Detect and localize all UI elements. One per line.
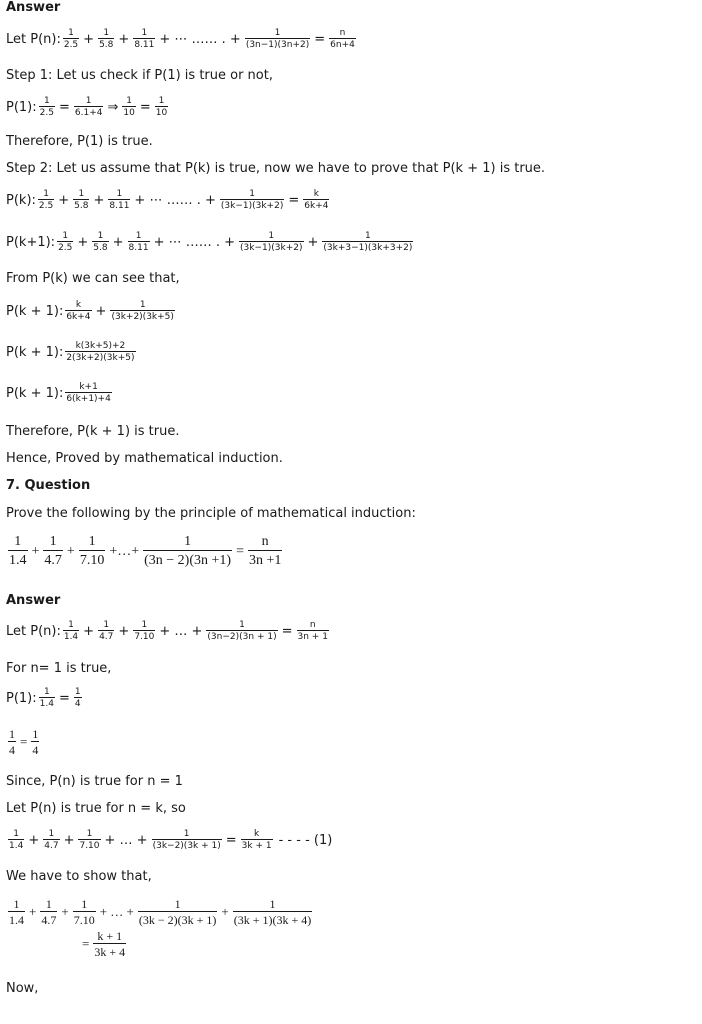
equation-quarter: $\frac{1}{4}$ = $\frac{1}{4}$ xyxy=(9,727,39,757)
equation-step-b: P(k + 1): k(3k+5)+2 2(3k+2)(3k+5) xyxy=(6,341,135,363)
since-text: Since, P(n) is true for n = 1 xyxy=(6,774,183,789)
fraction: $\frac{1}{(3k-1)(3k+2)}$ xyxy=(240,231,303,253)
fraction: $\frac{1}{(3k-1)(3k+2)}$ xyxy=(220,189,284,211)
equation-tag: - - - - (1) xyxy=(278,832,333,848)
fraction: $\frac{1}{4}$ xyxy=(74,687,81,709)
fraction: $\frac{k}{6k+4}$ xyxy=(304,189,329,211)
fraction: $\frac{1}{2.5}$ xyxy=(39,96,54,118)
fraction: $\frac{1}{4.7}$ xyxy=(41,897,57,927)
fraction: $\frac{1}{(3k - 2)(3k + 1)}$ xyxy=(138,897,217,927)
equation-pk1: P(k+1): 1 2.5 + $\frac{1}{5.8}$ + $\frac{1}{8.11}$ + ⋯ …… . + $\frac{1}{(3k-1)(3k+2)}$ + $\frac{1}{(3k+3-1)(3k+3+2)}$ xyxy=(6,231,413,253)
step-1-text: Step 1: Let us check if P(1) is true or not, xyxy=(6,68,273,83)
equation-1: 1 1.4 + $\frac{1}{4.7}$ + $\frac{1}{7.10}$ + … + $\frac{1}{(3k-2)(3k + 1)}$ = $\frac{k}{3k + 1}$ - - - - (1) xyxy=(9,829,333,851)
fraction: $\frac{1}{(3n-1)(3n+2)}$ xyxy=(245,28,310,50)
equation-to-show: 1 1.4 + $\frac{1}{4.7}$ + $\frac{1}{7.10}$ + … + $\frac{1}{(3k - 2)(3k + 1)}$ + $\frac{1}{(3k + 1)(3k + 4)}$ = $\frac{k + 1}{3k + 4}$ xyxy=(9,897,312,959)
fraction: $\frac{1}{(3k+3-1)(3k+3+2)}$ xyxy=(323,231,413,253)
fraction: $\frac{k + 1}{3k + 4}$ xyxy=(94,929,126,959)
fraction: $\frac{1}{(3n - 2)(3n +1)}$ xyxy=(144,534,232,568)
fraction: $\frac{1}{(3n-2)(3n + 1)}$ xyxy=(207,620,277,642)
equation-pk: P(k): 1 2.5 + $\frac{1}{5.8}$ + $\frac{1}{8.11}$ + ⋯ …… . + $\frac{1}{(3k-1)(3k+2)}$ = $\frac{k}{6k+4}$ xyxy=(6,189,329,211)
show-text: We have to show that, xyxy=(6,869,152,884)
fraction: $\frac{1}{4}$ xyxy=(32,727,39,757)
fraction: $\frac{1}{5.8}$ xyxy=(74,189,89,211)
fraction: $\frac{1}{7.10}$ xyxy=(79,534,105,568)
fraction: 1 2.5 xyxy=(63,28,79,50)
answer-heading: Answer xyxy=(6,0,61,15)
fraction: $\frac{1}{7.10}$ xyxy=(134,620,155,642)
fraction: $\frac{1}{7.10}$ xyxy=(73,897,95,927)
fraction: $\frac{1}{(3k + 1)(3k + 4)}$ xyxy=(233,897,312,927)
fraction: $\frac{1}{4.7}$ xyxy=(99,620,114,642)
fraction: $\frac{1}{4}$ xyxy=(9,727,15,757)
fraction: $\frac{1}{8.11}$ xyxy=(128,231,149,253)
fraction: $\frac{1}{1.4}$ xyxy=(39,687,54,709)
fraction: $\frac{n}{6n+4}$ xyxy=(330,28,355,50)
fraction: $\frac{1}{6.1+4}$ xyxy=(74,96,103,118)
fraction: k(3k+5)+2 2(3k+2)(3k+5) xyxy=(66,341,135,363)
equation-p1-b: P(1): $\frac{1}{1.4}$ = $\frac{1}{4}$ xyxy=(6,687,81,709)
equation-let-pn-2: Let P(n): 1 1.4 + $\frac{1}{4.7}$ + $\frac{1}{7.10}$ + … + $\frac{1}{(3n-2)(3n + 1)}$ = $\frac{n}{3n + 1}$ xyxy=(6,620,328,642)
question-7-heading: 7. Question xyxy=(6,478,91,493)
fraction: $\frac{1}{(3k+2)(3k+5)}$ xyxy=(111,300,174,322)
fraction: k 6k+4 xyxy=(66,300,91,322)
fraction: $\frac{1}{5.8}$ xyxy=(93,231,108,253)
pk1-true-text: Therefore, P(k + 1) is true. xyxy=(6,424,180,439)
fraction: 1 1.4 xyxy=(63,620,79,642)
fraction: 1 1.4 xyxy=(9,829,24,851)
equation-step-a: P(k + 1): k 6k+4 + $\frac{1}{(3k+2)(3k+5)}$ xyxy=(6,300,174,322)
let-k-text: Let P(n) is true for n = k, so xyxy=(6,801,186,816)
fraction: $\frac{1}{8.11}$ xyxy=(109,189,130,211)
fraction: $\frac{1}{8.11}$ xyxy=(134,28,155,50)
fraction: $\frac{1}{10}$ xyxy=(155,96,168,118)
fraction: 1 1.4 xyxy=(9,534,27,568)
step-2-text: Step 2: Let us assume that P(k) is true, now we have to prove that P(k + 1) is true. xyxy=(6,161,546,176)
from-pk-text: From P(k) we can see that, xyxy=(6,271,180,286)
now-text: Now, xyxy=(6,981,39,996)
answer-heading-2: Answer xyxy=(6,593,61,608)
proved-text: Hence, Proved by mathematical induction. xyxy=(6,451,283,466)
p1-true-text: Therefore, P(1) is true. xyxy=(6,134,153,149)
equation-p1: P(1): $\frac{1}{2.5}$ = $\frac{1}{6.1+4}$ ⇒ $\frac{1}{10}$ = $\frac{1}{10}$ xyxy=(6,96,168,118)
fraction: $\frac{1}{10}$ xyxy=(123,96,135,118)
fraction: 1 1.4 xyxy=(9,897,24,927)
question-7-text: Prove the following by the principle of mathematical induction: xyxy=(6,506,416,521)
eq-label: Let P(n): xyxy=(6,31,61,47)
fraction: 1 2.5 xyxy=(38,189,54,211)
fraction: $\frac{1}{4.7}$ xyxy=(44,534,62,568)
equation-step-c: P(k + 1): k+1 6(k+1)+4 xyxy=(6,382,111,404)
fraction: $\frac{1}{7.10}$ xyxy=(79,829,100,851)
fraction: 1 2.5 xyxy=(58,231,73,253)
fraction: $\frac{1}{4.7}$ xyxy=(44,829,59,851)
fraction: $\frac{1}{5.8}$ xyxy=(99,28,114,50)
fraction: $\frac{n}{3n +1}$ xyxy=(248,534,282,568)
equation-let-pn: Let P(n): 1 2.5 + $\frac{1}{5.8}$ + $\frac{1}{8.11}$ + ⋯ …… . + $\frac{1}{(3n-1)(3n+2)}$ = $\frac{n}{6n+4}$ xyxy=(6,28,355,50)
fraction: $\frac{k}{3k + 1}$ xyxy=(241,829,272,851)
fraction: $\frac{n}{3n + 1}$ xyxy=(297,620,328,642)
fraction: k+1 6(k+1)+4 xyxy=(66,382,111,404)
n1-text: For n= 1 is true, xyxy=(6,661,112,676)
fraction: $\frac{1}{(3k-2)(3k + 1)}$ xyxy=(152,829,221,851)
question-7-equation: 1 1.4 + $\frac{1}{4.7}$ + $\frac{1}{7.10}$ +…+ $\frac{1}{(3n - 2)(3n +1)}$ = $\frac{n}{3n +1}$ xyxy=(9,534,282,568)
